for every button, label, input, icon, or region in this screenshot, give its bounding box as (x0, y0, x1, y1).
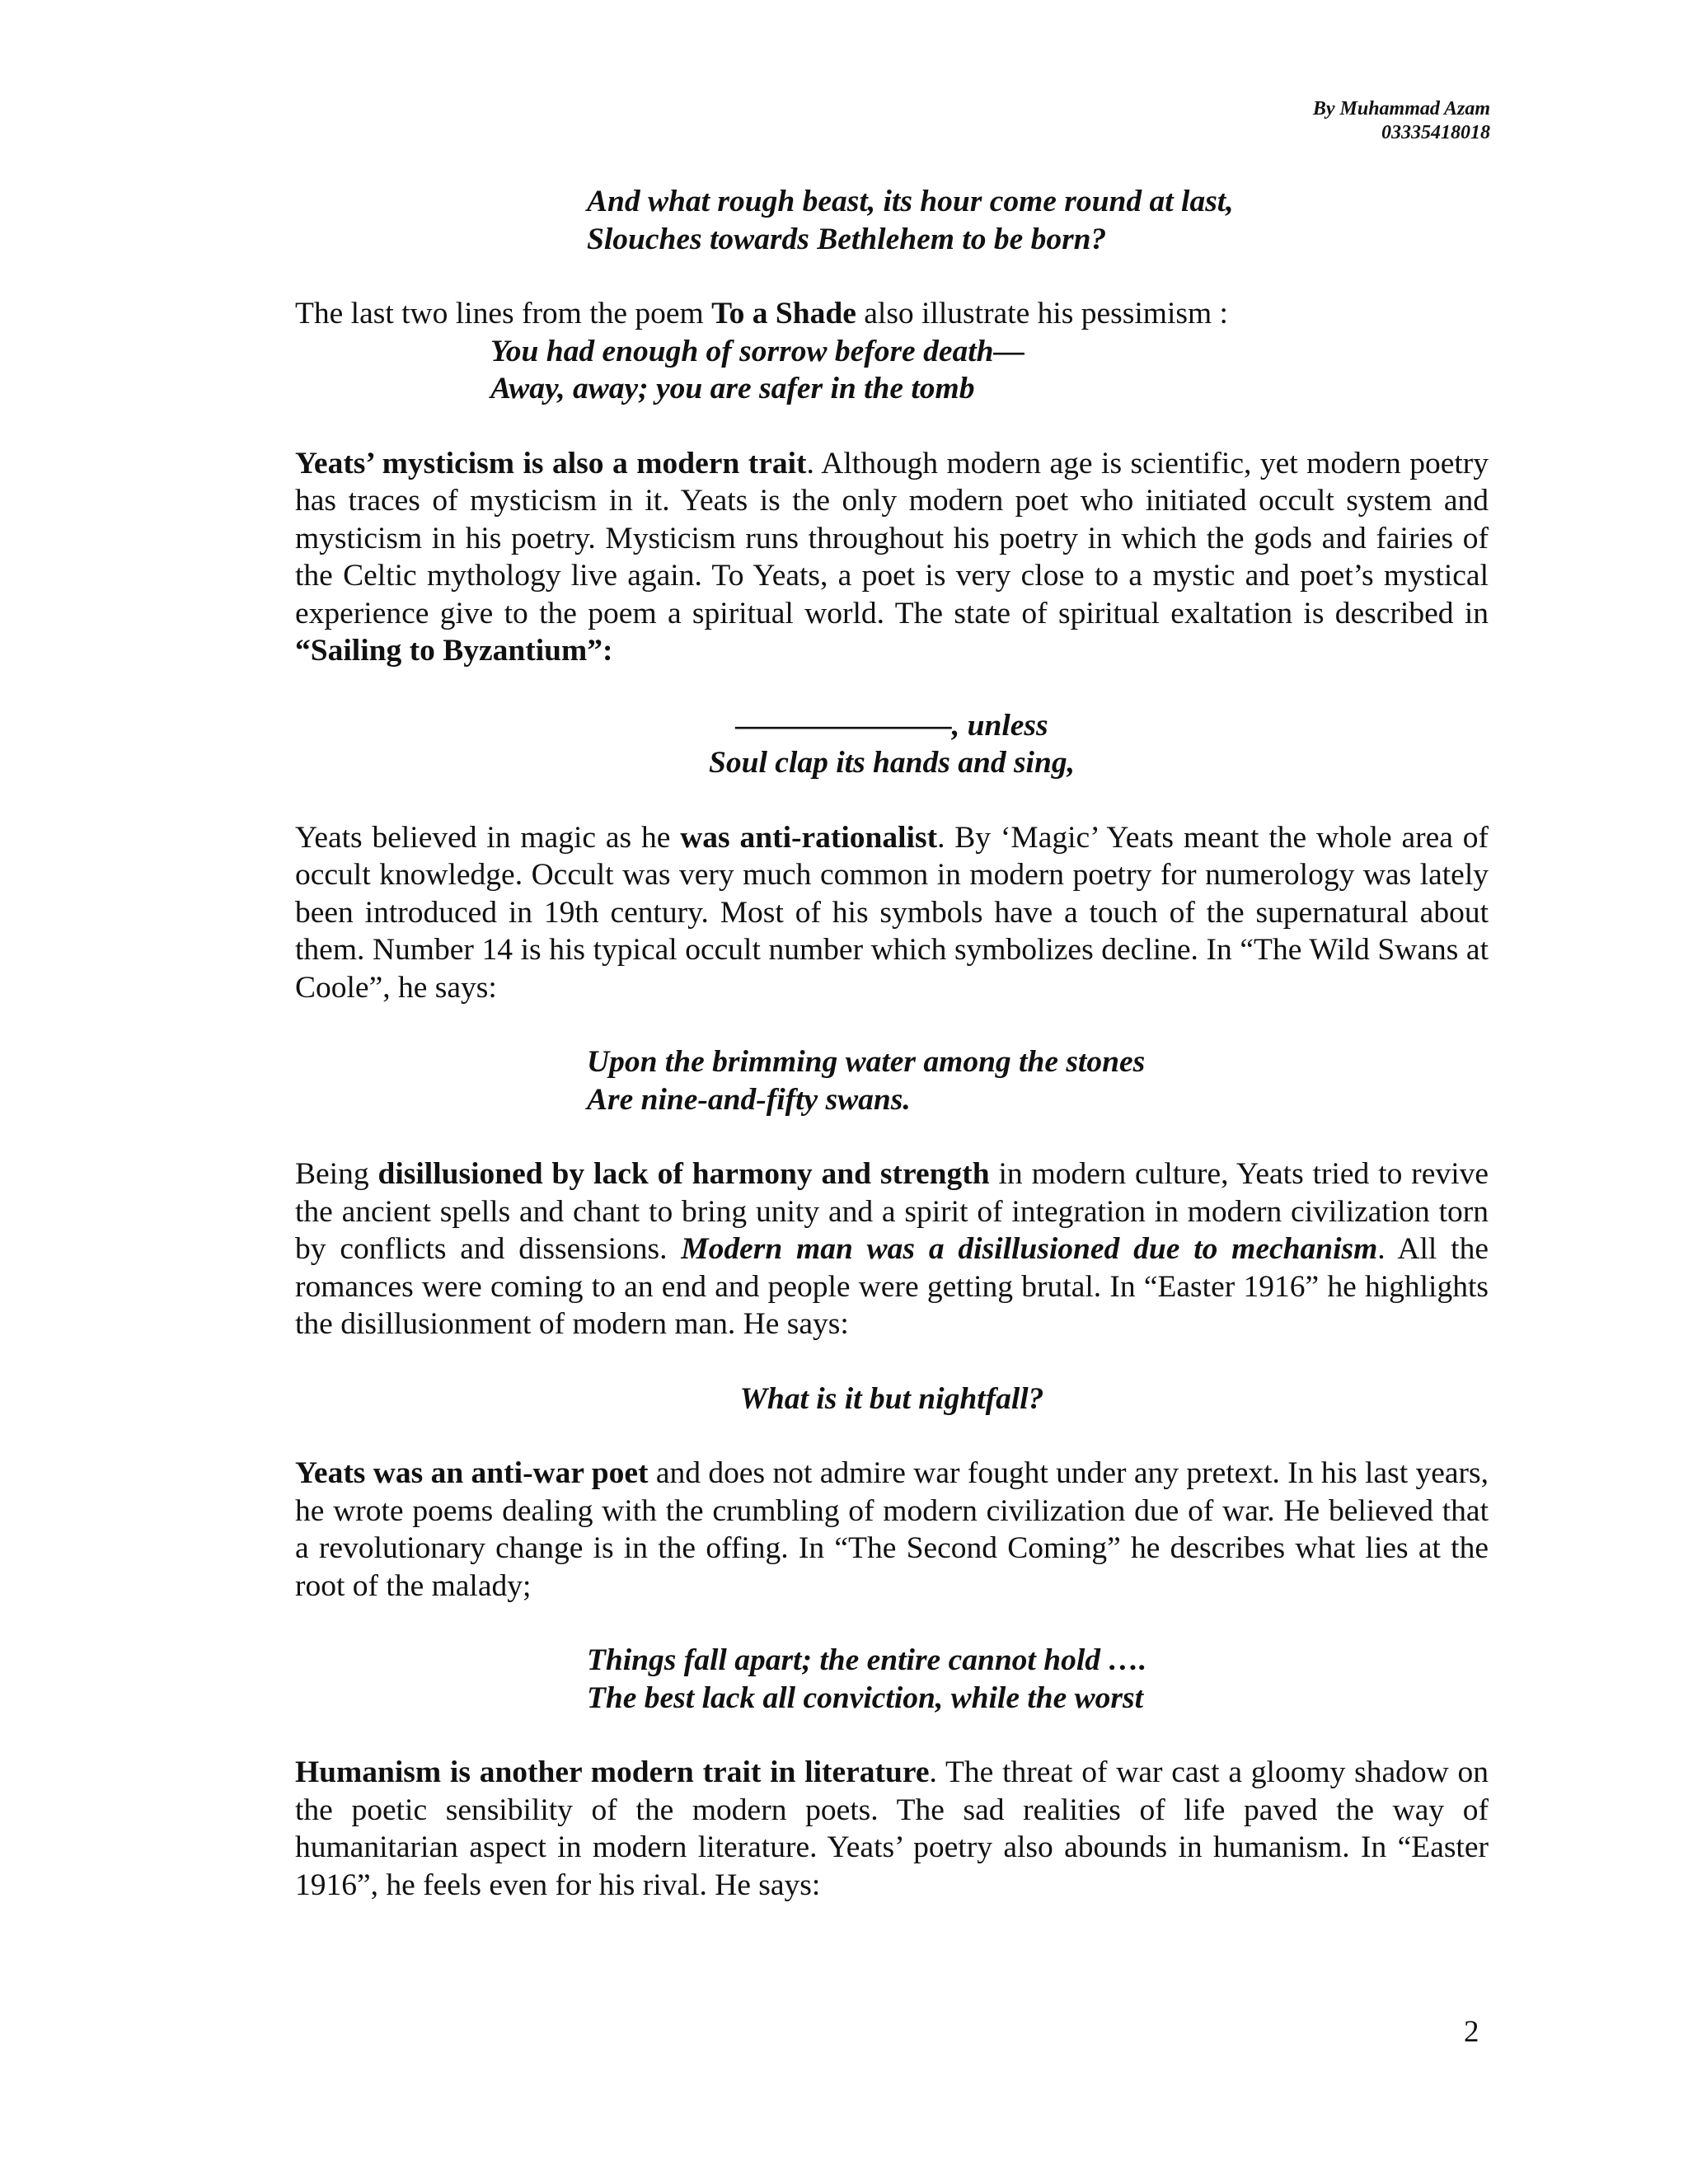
paragraph-magic (295, 819, 1489, 1007)
paragraph-disillusionment (295, 1155, 1489, 1343)
text-run: in modern culture, Yeats tried to revive the ancient spells and chant to bring unity and a spirit of integration in modern civilization torn by conflicts and dissensions. (295, 1157, 1489, 1266)
text-run: Being (295, 1157, 378, 1191)
verse-line: Away, away; you are safer in the tomb (490, 372, 975, 405)
bold-run: “Sailing to Byzantium”: (295, 634, 613, 668)
bold-italic-run: Modern man was a disillusioned due to mechanism (681, 1232, 1378, 1266)
verse-easter-1916 (295, 1380, 1489, 1418)
text-run: . Although modern age is scientific, yet modern poetry has traces of mysticism in it. Yeats is the only modern poet who initiated occult system and mysticism in his poetry. Mysticism runs throughout his poetry in which the gods and fairies of the Celtic mythology live again. To Yeats, a poet is very close to a mystic and poet’s mystical experience give to the poem a spiritual world. The state of spiritual exaltation is described in (295, 446, 1489, 630)
text-run: . All the romances were coming to an end and people were getting brutal. In “Easter 1916” he highlights the disillusionment of modern man. He says: (295, 1232, 1489, 1341)
text-run: also illustrate his pessimism : (856, 297, 1228, 330)
bold-run: Humanism is another modern trait in literature (295, 1755, 930, 1789)
text-run: Yeats believed in magic as he (295, 820, 681, 855)
paragraph-anti-war (295, 1455, 1489, 1605)
text-run: and does not admire war fought under any pretext. In his last years, he wrote poems dealing with the crumbling of modern civilization due of war. He believed that a revolutionary change is in the offing. In “The Second Coming” he describes what lies at the root of the malady; (295, 1456, 1489, 1603)
paragraph-to-a-shade (295, 295, 1489, 333)
verse-second-coming-beast (587, 183, 1489, 258)
verse-line: Slouches towards Bethlehem to be born? (587, 222, 1107, 256)
text-run: The last two lines from the poem (295, 297, 712, 330)
page-number: 2 (1464, 2015, 1479, 2049)
body-content (295, 183, 1489, 1904)
verse-line: You had enough of sorrow before death— (490, 334, 1025, 368)
verse-to-a-shade (490, 333, 1489, 408)
paragraph-mysticism (295, 445, 1489, 670)
bold-run: To a Shade (711, 297, 856, 330)
bold-run: Yeats was an anti-war poet (295, 1456, 649, 1490)
text-run: . The threat of war cast a gloomy shadow on the poetic sensibility of the modern poets. The sad realities of life paved the way of humanitarian aspect in modern literature. Yeats’ poetry also abounds in humanism. In “Easter 1916”, he feels even for his rival. He says: (295, 1755, 1489, 1902)
bold-run: disillusioned by lack of harmony and strength (377, 1157, 990, 1191)
page-header (1313, 97, 1490, 145)
verse-second-coming (587, 1642, 1489, 1717)
verse-line: Are nine-and-fifty swans. (587, 1082, 911, 1117)
bold-run: was anti-rationalist (680, 820, 938, 855)
text-run: . By ‘Magic’ Yeats meant the whole area of occult knowledge. Occult was very much common in modern poetry for numerology was lately been introduced in 19th century. Most of his symbols have a touch of the supernatural about them. Number 14 is his typical occult number which symbolizes decline. In “The Wild Swans at Coole”, he says: (295, 820, 1489, 1005)
verse-line: Soul clap its hands and sing, (709, 746, 1075, 780)
paragraph-humanism (295, 1754, 1489, 1904)
verse-line: And what rough beast, its hour come round at last, (587, 185, 1234, 218)
verse-line: ———————, unless (735, 708, 1048, 743)
verse-line: Upon the brimming water among the stones (587, 1045, 1146, 1079)
verse-sailing-to-byzantium (295, 707, 1489, 782)
verse-line: What is it but nightfall? (739, 1381, 1044, 1416)
header-author: By Muhammad Azam (1312, 98, 1490, 120)
verse-line: Things fall apart; the entire cannot hold …. (587, 1643, 1147, 1677)
verse-wild-swans (587, 1043, 1489, 1118)
bold-run: Yeats’ mysticism is also a modern trait (295, 446, 807, 480)
header-phone: 03335418018 (1381, 122, 1490, 143)
verse-line: The best lack all conviction, while the worst (587, 1680, 1143, 1715)
